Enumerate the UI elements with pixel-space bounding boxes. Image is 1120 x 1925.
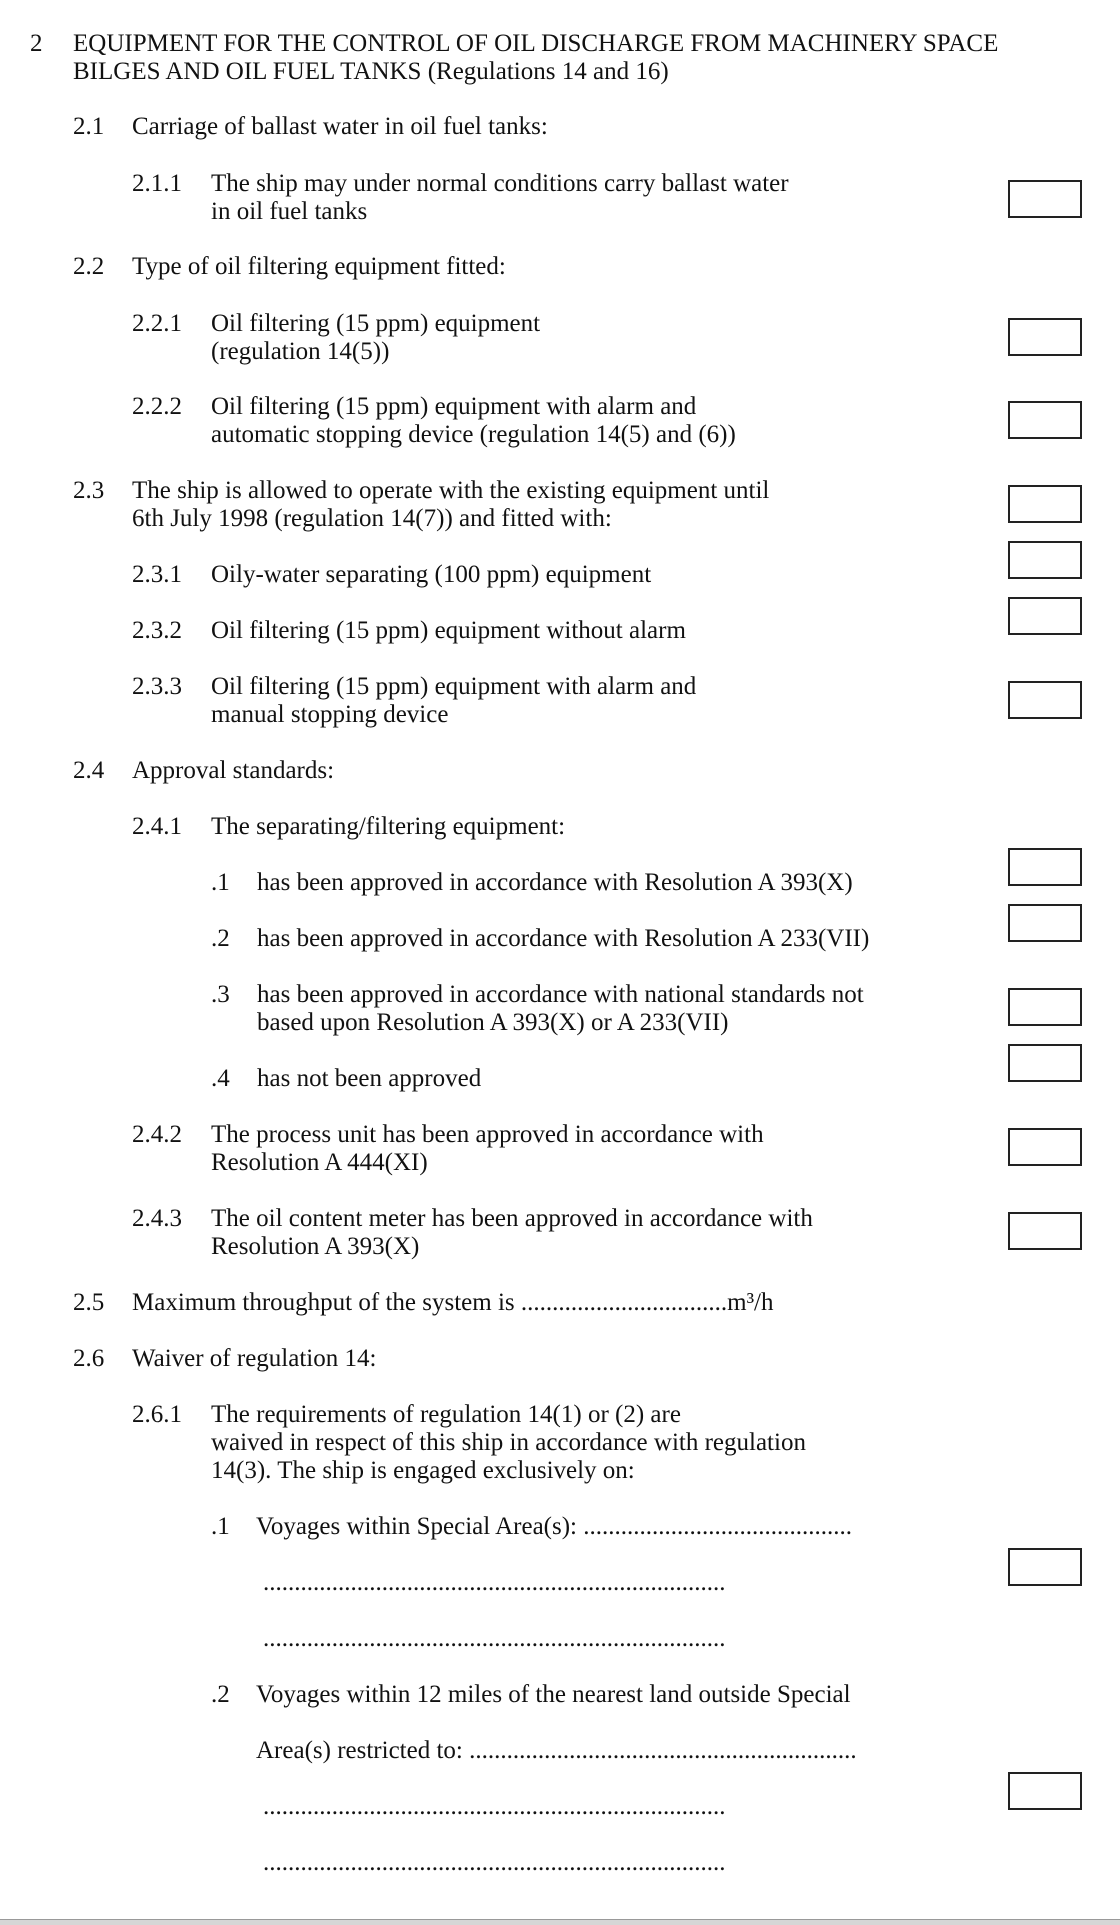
checkbox-2-4-1-2[interactable] xyxy=(1008,904,1082,942)
option-number: .2 xyxy=(211,1681,230,1708)
item-number: 2.6.1 xyxy=(132,1401,182,1428)
item-text: 6th July 1998 (regulation 14(7)) and fitted with: xyxy=(132,505,612,532)
item-number: 2.1 xyxy=(73,113,105,140)
option-text: has been approved in accordance with national standards not xyxy=(257,981,864,1008)
checkbox-2-1-1[interactable] xyxy=(1008,180,1082,218)
option-number: .4 xyxy=(211,1065,230,1092)
item-heading: Carriage of ballast water in oil fuel tanks: xyxy=(132,113,548,140)
item-number: 2.4.1 xyxy=(132,813,182,840)
item-heading: Approval standards: xyxy=(132,757,335,784)
item-text: Oil filtering (15 ppm) equipment with alarm and xyxy=(211,673,697,700)
special-areas-field-line-3[interactable]: .......................................................................... xyxy=(263,1625,726,1652)
checkbox-2-4-1-4[interactable] xyxy=(1008,1044,1082,1082)
item-number: 2.4.3 xyxy=(132,1205,182,1232)
item-number: 2.3.1 xyxy=(132,561,182,588)
option-number: .1 xyxy=(211,869,230,896)
checkbox-2-6-1-1[interactable] xyxy=(1008,1548,1082,1586)
item-number: 2.6 xyxy=(73,1345,105,1372)
item-number: 2.4.2 xyxy=(132,1121,182,1148)
option-number: .2 xyxy=(211,925,230,952)
item-text: 14(3). The ship is engaged exclusively on: xyxy=(211,1457,635,1484)
item-heading: Type of oil filtering equipment fitted: xyxy=(132,253,506,280)
item-text: The ship may under normal conditions carry ballast water xyxy=(211,170,789,197)
item-text: Oil filtering (15 ppm) equipment xyxy=(211,310,541,337)
restricted-areas-field-line-3[interactable]: .......................................................................... xyxy=(263,1793,726,1820)
item-text: manual stopping device xyxy=(211,701,449,728)
item-text: The oil content meter has been approved in accordance with xyxy=(211,1205,813,1232)
item-text: The separating/filtering equipment: xyxy=(211,813,566,840)
item-heading: Waiver of regulation 14: xyxy=(132,1345,377,1372)
special-areas-field[interactable]: Voyages within Special Area(s): ........................................... xyxy=(256,1513,852,1540)
checkbox-2-4-2[interactable] xyxy=(1008,1128,1082,1166)
item-text: automatic stopping device (regulation 14(5) and (6)) xyxy=(211,421,736,448)
restricted-areas-field[interactable]: Area(s) restricted to: .............................................................. xyxy=(256,1737,857,1764)
item-number: 2.2.2 xyxy=(132,393,182,420)
checkbox-2-2-2[interactable] xyxy=(1008,401,1082,439)
option-text: has been approved in accordance with Resolution A 393(X) xyxy=(257,869,853,896)
checkbox-2-6-1-2[interactable] xyxy=(1008,1772,1082,1810)
option-text: has been approved in accordance with Resolution A 233(VII) xyxy=(257,925,870,952)
restricted-areas-field-line-4[interactable]: .......................................................................... xyxy=(263,1849,726,1876)
option-text: Voyages within 12 miles of the nearest land outside Special xyxy=(256,1681,851,1708)
checkbox-2-4-1-3[interactable] xyxy=(1008,988,1082,1026)
option-text: based upon Resolution A 393(X) or A 233(VII) xyxy=(257,1009,729,1036)
option-text: has not been approved xyxy=(257,1065,482,1092)
item-text: in oil fuel tanks xyxy=(211,198,368,225)
checkbox-2-4-3[interactable] xyxy=(1008,1212,1082,1250)
item-text: (regulation 14(5)) xyxy=(211,338,390,365)
item-text: waived in respect of this ship in accordance with regulation xyxy=(211,1429,806,1456)
item-number: 2.3.2 xyxy=(132,617,182,644)
section-title-line-1: EQUIPMENT FOR THE CONTROL OF OIL DISCHARGE FROM MACHINERY SPACE xyxy=(73,30,999,57)
item-text: The ship is allowed to operate with the existing equipment until xyxy=(132,477,770,504)
checkbox-2-3-3[interactable] xyxy=(1008,681,1082,719)
item-number: 2.3.3 xyxy=(132,673,182,700)
item-number: 2.2 xyxy=(73,253,105,280)
page-bottom-edge xyxy=(0,1919,1120,1925)
item-text: The process unit has been approved in accordance with xyxy=(211,1121,764,1148)
option-number: .3 xyxy=(211,981,230,1008)
checkbox-2-3-1[interactable] xyxy=(1008,541,1082,579)
item-text: Resolution A 393(X) xyxy=(211,1233,420,1260)
checkbox-2-2-1[interactable] xyxy=(1008,318,1082,356)
section-number: 2 xyxy=(30,30,43,57)
checkbox-2-3[interactable] xyxy=(1008,485,1082,523)
section-title-line-2: BILGES AND OIL FUEL TANKS (Regulations 14 and 16) xyxy=(73,58,669,85)
item-number: 2.3 xyxy=(73,477,105,504)
item-text: Resolution A 444(XI) xyxy=(211,1149,428,1176)
item-number: 2.5 xyxy=(73,1289,105,1316)
checkbox-2-4-1-1[interactable] xyxy=(1008,848,1082,886)
special-areas-field-line-2[interactable]: .......................................................................... xyxy=(263,1569,726,1596)
max-throughput-field[interactable]: Maximum throughput of the system is .................................m³/h xyxy=(132,1289,774,1316)
item-number: 2.2.1 xyxy=(132,310,182,337)
item-number: 2.1.1 xyxy=(132,170,182,197)
checkbox-2-3-2[interactable] xyxy=(1008,597,1082,635)
item-text: Oil filtering (15 ppm) equipment without alarm xyxy=(211,617,686,644)
item-text: Oil filtering (15 ppm) equipment with alarm and xyxy=(211,393,697,420)
item-number: 2.4 xyxy=(73,757,105,784)
option-number: .1 xyxy=(211,1513,230,1540)
item-text: Oily-water separating (100 ppm) equipment xyxy=(211,561,652,588)
item-text: The requirements of regulation 14(1) or (2) are xyxy=(211,1401,681,1428)
